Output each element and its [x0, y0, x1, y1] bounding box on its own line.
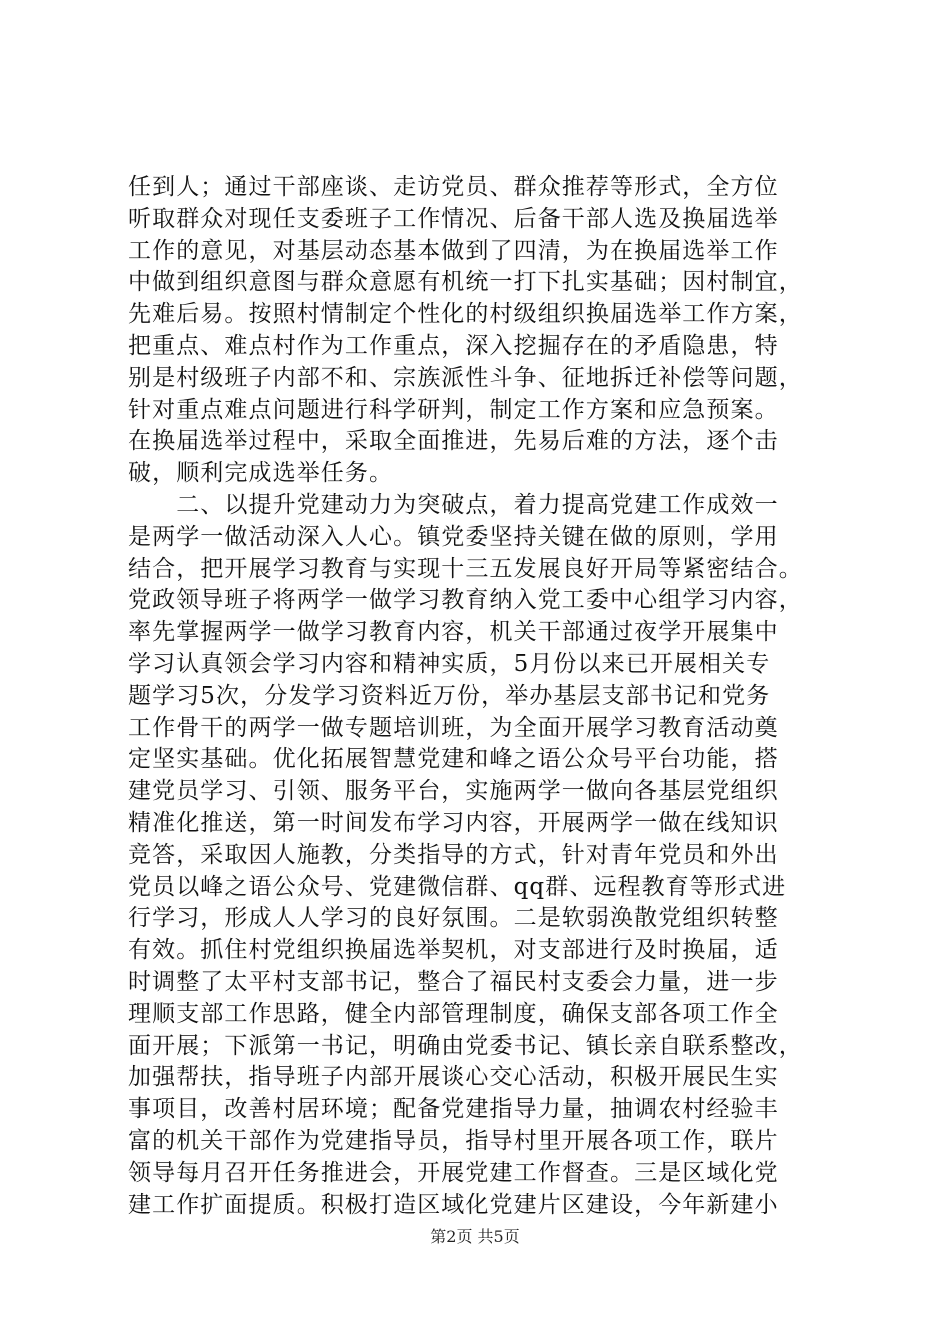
text-line: 党政领导班子将两学一做学习教育纳入党工委中心组学习内容， [128, 587, 803, 614]
text-line: 理顺支部工作思路，健全内部管理制度，确保支部各项工作全 [128, 1000, 779, 1027]
text-line: 加强帮扶，指导班子内部开展谈心交心活动，积极开展民生实 [128, 1064, 779, 1091]
text-line: 题学习5次，分发学习资料近万份，举办基层支部书记和党务 [128, 682, 771, 709]
text-line: 党员以峰之语公众号、党建微信群、qq群、远程教育等形式进 [128, 873, 787, 900]
text-line: 工作骨干的两学一做专题培训班，为全面开展学习教育活动奠 [128, 714, 779, 741]
text-line: 任到人；通过干部座谈、走访党员、群众推荐等形式，全方位 [128, 174, 779, 200]
text-line: 是两学一做活动深入人心。镇党委坚持关键在做的原则，学用 [128, 523, 779, 550]
text-line: 率先掌握两学一做学习教育内容，机关干部通过夜学开展集中 [128, 619, 779, 646]
text-line: 领导每月召开任务推进会，开展党建工作督查。三是区域化党 [128, 1159, 779, 1186]
text-line: 事项目，改善村居环境；配备党建指导力量，抽调农村经验丰 [128, 1096, 779, 1123]
text-line: 破，顺利完成选举任务。 [128, 460, 394, 487]
text-line: 时调整了太平村支部书记，整合了福民村支委会力量，进一步 [128, 968, 779, 995]
text-line: 听取群众对现任支委班子工作情况、后备干部人选及换届选举 [128, 205, 779, 232]
text-line: 有效。抓住村党组织换届选举契机，对支部进行及时换届，适 [128, 937, 779, 964]
text-line: 中做到组织意图与群众意愿有机统一打下扎实基础；因村制宜， [128, 269, 803, 296]
text-line: 学习认真领会学习内容和精神实质，5月份以来已开展相关专 [128, 650, 771, 677]
text-line: 工作的意见，对基层动态基本做到了四清，为在换届选举工作 [128, 237, 779, 264]
text-line: 结合，把开展学习教育与实现十三五发展良好开局等紧密结合。 [128, 555, 803, 582]
text-line: 竞答，采取因人施教，分类指导的方式，针对青年党员和外出 [128, 841, 779, 868]
text-line: 行学习，形成人人学习的良好氛围。二是软弱涣散党组织转整 [128, 905, 779, 932]
text-line: 面开展；下派第一书记，明确由党委书记、镇长亲自联系整改， [128, 1032, 803, 1059]
page-footer: 第2页 共5页 [430, 1227, 520, 1246]
text-line: 别是村级班子内部不和、宗族派性斗争、征地拆迁补偿等问题， [128, 364, 803, 391]
text-line: 二、以提升党建动力为突破点，着力提高党建工作成效一 [128, 491, 779, 518]
text-line: 精准化推送，第一时间发布学习内容，开展两学一做在线知识 [128, 809, 779, 836]
text-line: 建党员学习、引领、服务平台，实施两学一做向各基层党组织 [128, 778, 779, 805]
text-line: 富的机关干部作为党建指导员，指导村里开展各项工作，联片 [128, 1127, 779, 1154]
text-line: 定坚实基础。优化拓展智慧党建和峰之语公众号平台功能，搭 [128, 746, 779, 773]
text-line: 把重点、难点村作为工作重点，深入挖掘存在的矛盾隐患，特 [128, 332, 779, 359]
text-line: 先难后易。按照村情制定个性化的村级组织换届选举工作方案， [128, 301, 803, 328]
text-line: 针对重点难点问题进行科学研判，制定工作方案和应急预案。 [128, 396, 779, 423]
text-line: 建工作扩面提质。积极打造区域化党建片区建设，今年新建小 [128, 1191, 779, 1218]
text-line: 在换届选举过程中，采取全面推进，先易后难的方法，逐个击 [128, 428, 779, 455]
body-text [128, 172, 828, 1221]
